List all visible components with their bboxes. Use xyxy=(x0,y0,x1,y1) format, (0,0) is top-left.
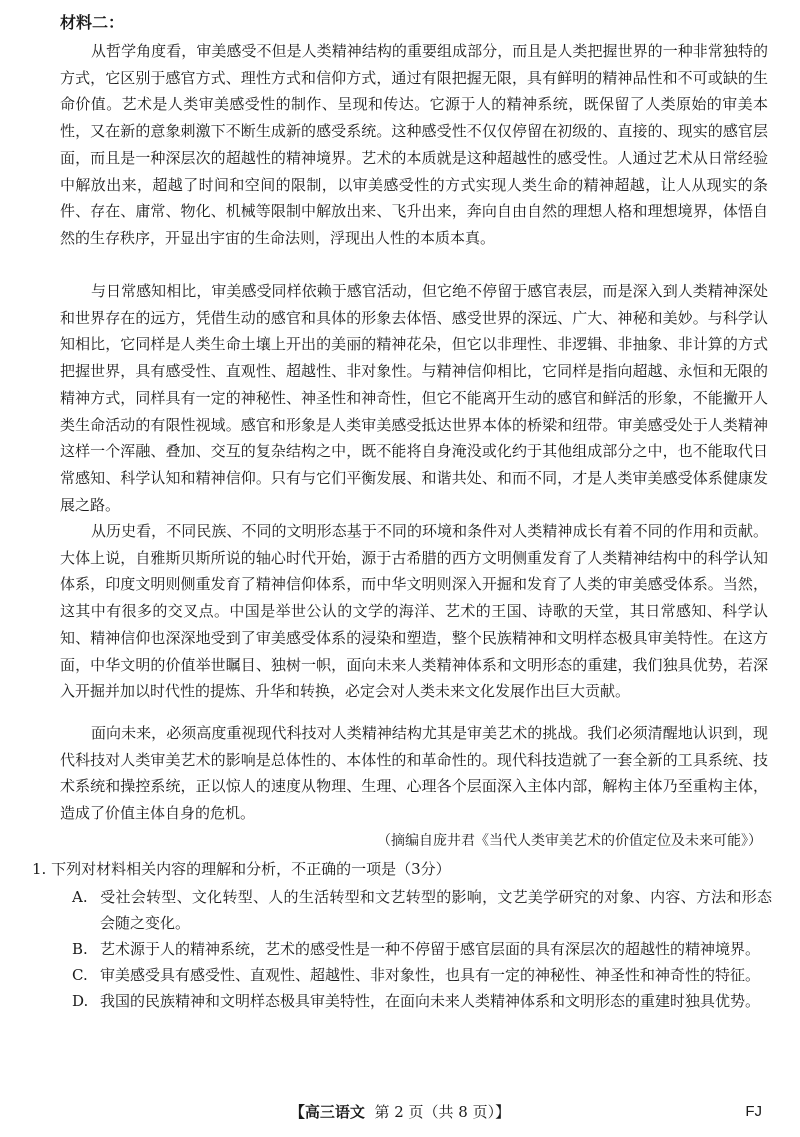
option-text: 艺术源于人的精神系统，艺术的感受性是一种不停留于感官层面的具有深层次的超越性的精神境界。 xyxy=(100,940,761,958)
footer-page-info xyxy=(0,1100,800,1124)
paragraph-1: 从哲学角度看，审美感受不但是人类精神结构的重要组成部分，而且是人类把握世界的一种非常独特的方式，它区别于感官方式、理性方式和信仰方式，通过有限把握无限，具有鲜明的精神品性和不可或缺的生命价值。艺术是人类审美感受性的制作、呈现和传达。它源于人的精神系统，既保留了人类原始的审美本性，又在新的意象刺激下不断生成新的感受系统。这种感受性不仅仅停留在初级的、直接的、现实的感官层面，而且是一种深层次的超越性的精神境界。艺术的本质就是这种超越性的感受性。人通过艺术从日常经验中解放出来，超越了时间和空间的限制，以审美感受性的方式实现人类生命的精神超越，让人从现实的条件、存在、庸常、物化、机械等限制中解放出来、飞升出来，奔向自由自然的理想人格和理想境界，体悟自然的生存秩序，开显出宇宙的生命法则，浮现出人性的本质本真。 xyxy=(60,42,768,247)
footer-subject: 【高三语文 xyxy=(289,1103,365,1121)
option-text: 我国的民族精神和文明样态极具审美特性，在面向未来人类精神体系和文明形态的重建时独具优势。 xyxy=(100,992,761,1010)
page-footer xyxy=(0,1100,800,1124)
question-stem: 1. 下列对材料相关内容的理解和分析，不正确的一项是（3分） xyxy=(32,860,451,878)
question-1 xyxy=(32,856,772,1014)
paragraph-2: 与日常感知相比，审美感受同样依赖于感官活动，但它绝不停留于感官表层，而是深入到人类精神深处和世界存在的远方，凭借生动的感官和具体的形象去体悟、感受世界的深远、广大、神秘和美妙。与科学认知相比，它同样是人类生命土壤上开出的美丽的精神花朵，但它以非理性、非逻辑、非抽象、非计算的方式把握世界，具有感受性、直观性、超越性、非对象性。与精神信仰相比，它同样是指向超越、永恒和无限的精神方式，同样具有一定的神秘性、神圣性和神奇性，但它不能离开生动的感官和鲜活的形象，不能撇开人类生命活动的有限性视域。感官和形象是人类审美感受抵达世界本体的桥梁和纽带。审美感受处于人类精神这样一个浑融、叠加、交互的复杂结构之中，既不能将自身淹没或化约于其他组成部分之中，也不能取代日常感知、科学认知和精神信仰。只有与它们平衡发展、和谐共处、和而不同，才是人类审美感受体系健康发展之路。 xyxy=(60,282,768,514)
option-c xyxy=(32,962,772,988)
footer-code: FJ xyxy=(745,1103,762,1120)
option-letter: B. xyxy=(72,940,88,958)
footer-page-number: 第 2 页（共 8 页）】 xyxy=(374,1103,511,1121)
option-d xyxy=(32,988,772,1014)
option-a xyxy=(32,884,772,936)
option-b xyxy=(32,936,772,962)
paragraph-3: 从历史看，不同民族、不同的文明形态基于不同的环境和条件对人类精神成长有着不同的作用和贡献。大体上说，自雅斯贝斯所说的轴心时代开始，源于古希腊的西方文明侧重发育了人类精神结构中的科学认知体系，印度文明则侧重发育了精神信仰体系，而中华文明则深入开掘和发育了人类的审美感受体系。当然，这其中有很多的交叉点。中国是举世公认的文学的海洋、艺术的王国、诗歌的天堂，其日常感知、科学认知、精神信仰也深深地受到了审美感受体系的浸染和塑造，整个民族精神和文明样态极具审美特性。在这方面，中华文明的价值举世瞩目、独树一帜，面向未来人类精神体系和文明形态的重建，我们独具优势，若深入开掘并加以时代性的提炼、升华和转换，必定会对人类未来文化发展作出巨大贡献。 xyxy=(60,522,768,701)
option-text: 受社会转型、文化转型、人的生活转型和文艺转型的影响，文艺美学研究的对象、内容、方法和形态会随之变化。 xyxy=(100,888,772,932)
paragraph-4: 面向未来，必须高度重视现代科技对人类精神结构尤其是审美艺术的挑战。我们必须清醒地认识到，现代科技对人类审美艺术的影响是总体性的、本体性的和革命性的。现代科技造就了一套全新的工具系统、技术系统和操控系统，正以惊人的速度从物理、生理、心理各个层面深入主体内部，解构主体乃至重构主体，造成了价值主体自身的危机。 xyxy=(60,724,768,823)
option-letter: A. xyxy=(72,888,88,906)
option-letter: C. xyxy=(72,966,88,984)
option-text: 审美感受具有感受性、直观性、超越性、非对象性，也具有一定的神秘性、神圣性和神奇性的特征。 xyxy=(100,966,761,984)
option-letter: D. xyxy=(72,992,89,1010)
section-title: 材料二： xyxy=(60,13,125,32)
source-citation: （摘编自庞井君《当代人类审美艺术的价值定位及未来可能》） xyxy=(377,833,762,849)
